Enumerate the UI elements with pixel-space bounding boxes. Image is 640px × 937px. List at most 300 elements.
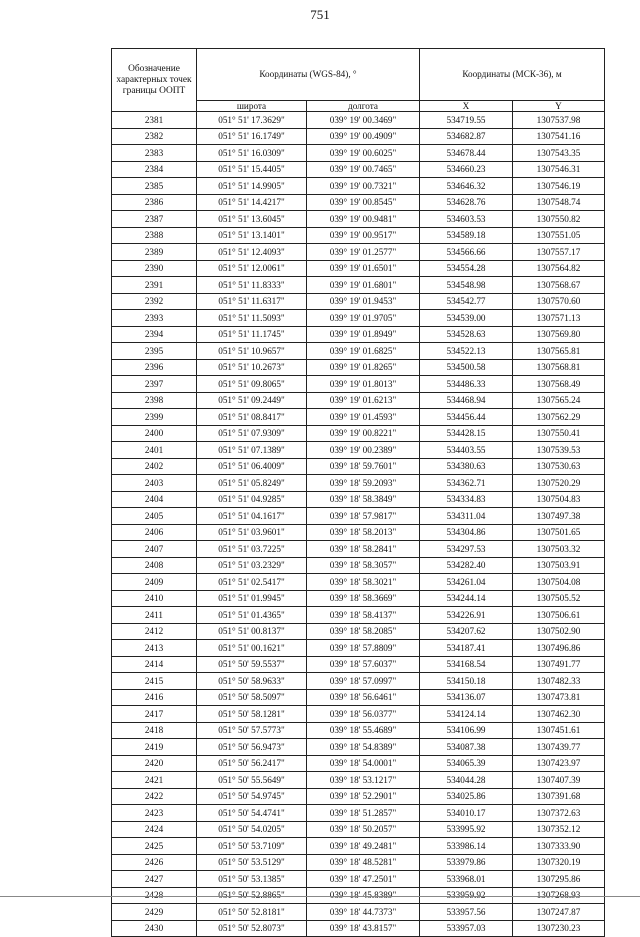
cell-y-coordinate: 1307520.29 bbox=[513, 475, 605, 492]
cell-point-id: 2390 bbox=[112, 260, 197, 277]
cell-point-id: 2423 bbox=[112, 805, 197, 822]
cell-point-id: 2420 bbox=[112, 755, 197, 772]
table-row bbox=[112, 442, 605, 459]
cell-latitude: 051° 51' 14.4217" bbox=[197, 194, 307, 211]
cell-latitude: 051° 50' 52.8073" bbox=[197, 920, 307, 937]
table-row bbox=[112, 640, 605, 657]
cell-latitude: 051° 50' 53.7109" bbox=[197, 838, 307, 855]
table-row bbox=[112, 739, 605, 756]
cell-longitude: 039° 18' 54.8389" bbox=[307, 739, 420, 756]
cell-y-coordinate: 1307230.23 bbox=[513, 920, 605, 937]
cell-x-coordinate: 534311.04 bbox=[420, 508, 513, 525]
table-row bbox=[112, 112, 605, 129]
subheader-longitude: долгота bbox=[307, 101, 420, 112]
cell-x-coordinate: 534087.38 bbox=[420, 739, 513, 756]
cell-latitude: 051° 51' 03.7225" bbox=[197, 541, 307, 558]
cell-y-coordinate: 1307504.83 bbox=[513, 491, 605, 508]
cell-point-id: 2392 bbox=[112, 293, 197, 310]
table-row bbox=[112, 260, 605, 277]
cell-latitude: 051° 50' 59.5537" bbox=[197, 656, 307, 673]
cell-point-id: 2414 bbox=[112, 656, 197, 673]
cell-y-coordinate: 1307502.90 bbox=[513, 623, 605, 640]
cell-point-id: 2391 bbox=[112, 277, 197, 294]
cell-latitude: 051° 51' 16.1749" bbox=[197, 128, 307, 145]
cell-x-coordinate: 534304.86 bbox=[420, 524, 513, 541]
cell-point-id: 2426 bbox=[112, 854, 197, 871]
cell-point-id: 2381 bbox=[112, 112, 197, 129]
cell-longitude: 039° 18' 53.1217" bbox=[307, 772, 420, 789]
cell-point-id: 2418 bbox=[112, 722, 197, 739]
cell-y-coordinate: 1307541.16 bbox=[513, 128, 605, 145]
cell-point-id: 2393 bbox=[112, 310, 197, 327]
cell-latitude: 051° 51' 10.2673" bbox=[197, 359, 307, 376]
cell-y-coordinate: 1307407.39 bbox=[513, 772, 605, 789]
header-wgs84: Координаты (WGS-84), ° bbox=[197, 49, 420, 101]
cell-x-coordinate: 534168.54 bbox=[420, 656, 513, 673]
cell-longitude: 039° 18' 56.6461" bbox=[307, 689, 420, 706]
cell-point-id: 2383 bbox=[112, 145, 197, 162]
cell-longitude: 039° 18' 57.6037" bbox=[307, 656, 420, 673]
cell-latitude: 051° 51' 15.4405" bbox=[197, 161, 307, 178]
cell-y-coordinate: 1307569.80 bbox=[513, 326, 605, 343]
cell-x-coordinate: 534106.99 bbox=[420, 722, 513, 739]
cell-longitude: 039° 18' 58.2085" bbox=[307, 623, 420, 640]
table-row bbox=[112, 805, 605, 822]
cell-point-id: 2410 bbox=[112, 590, 197, 607]
table-row bbox=[112, 161, 605, 178]
cell-latitude: 051° 51' 17.3629" bbox=[197, 112, 307, 129]
cell-x-coordinate: 533957.03 bbox=[420, 920, 513, 937]
cell-x-coordinate: 534428.15 bbox=[420, 425, 513, 442]
cell-latitude: 051° 51' 06.4009" bbox=[197, 458, 307, 475]
cell-latitude: 051° 51' 11.8333" bbox=[197, 277, 307, 294]
table-row bbox=[112, 475, 605, 492]
cell-latitude: 051° 51' 11.6317" bbox=[197, 293, 307, 310]
cell-y-coordinate: 1307439.77 bbox=[513, 739, 605, 756]
cell-longitude: 039° 18' 43.8157" bbox=[307, 920, 420, 937]
subheader-y: Y bbox=[513, 101, 605, 112]
cell-point-id: 2406 bbox=[112, 524, 197, 541]
cell-longitude: 039° 19' 01.2577" bbox=[307, 244, 420, 261]
cell-longitude: 039° 19' 01.6213" bbox=[307, 392, 420, 409]
table-row bbox=[112, 178, 605, 195]
table-row bbox=[112, 227, 605, 244]
cell-latitude: 051° 50' 54.4741" bbox=[197, 805, 307, 822]
cell-latitude: 051° 51' 03.9601" bbox=[197, 524, 307, 541]
cell-point-id: 2395 bbox=[112, 343, 197, 360]
cell-x-coordinate: 534500.58 bbox=[420, 359, 513, 376]
cell-x-coordinate: 534528.63 bbox=[420, 326, 513, 343]
table-row bbox=[112, 425, 605, 442]
table-row bbox=[112, 194, 605, 211]
cell-latitude: 051° 50' 58.9633" bbox=[197, 673, 307, 690]
table-row bbox=[112, 689, 605, 706]
cell-longitude: 039° 19' 01.9453" bbox=[307, 293, 420, 310]
cell-x-coordinate: 533986.14 bbox=[420, 838, 513, 855]
cell-longitude: 039° 19' 01.8265" bbox=[307, 359, 420, 376]
cell-point-id: 2386 bbox=[112, 194, 197, 211]
cell-latitude: 051° 51' 10.9657" bbox=[197, 343, 307, 360]
cell-y-coordinate: 1307482.33 bbox=[513, 673, 605, 690]
cell-latitude: 051° 51' 05.8249" bbox=[197, 475, 307, 492]
cell-x-coordinate: 534566.66 bbox=[420, 244, 513, 261]
cell-y-coordinate: 1307546.19 bbox=[513, 178, 605, 195]
cell-y-coordinate: 1307496.86 bbox=[513, 640, 605, 657]
cell-latitude: 051° 51' 02.5417" bbox=[197, 574, 307, 591]
table-row bbox=[112, 359, 605, 376]
cell-x-coordinate: 534065.39 bbox=[420, 755, 513, 772]
cell-point-id: 2415 bbox=[112, 673, 197, 690]
cell-x-coordinate: 534486.33 bbox=[420, 376, 513, 393]
cell-longitude: 039° 19' 00.6025" bbox=[307, 145, 420, 162]
cell-longitude: 039° 19' 00.7321" bbox=[307, 178, 420, 195]
cell-y-coordinate: 1307565.24 bbox=[513, 392, 605, 409]
cell-y-coordinate: 1307562.29 bbox=[513, 409, 605, 426]
table-row bbox=[112, 656, 605, 673]
cell-longitude: 039° 18' 55.4689" bbox=[307, 722, 420, 739]
cell-longitude: 039° 18' 58.3021" bbox=[307, 574, 420, 591]
table-row bbox=[112, 326, 605, 343]
table-row bbox=[112, 788, 605, 805]
cell-longitude: 039° 19' 00.4909" bbox=[307, 128, 420, 145]
cell-latitude: 051° 50' 54.9745" bbox=[197, 788, 307, 805]
cell-y-coordinate: 1307506.61 bbox=[513, 607, 605, 624]
cell-y-coordinate: 1307543.35 bbox=[513, 145, 605, 162]
cell-y-coordinate: 1307320.19 bbox=[513, 854, 605, 871]
cell-latitude: 051° 51' 04.1617" bbox=[197, 508, 307, 525]
cell-point-id: 2400 bbox=[112, 425, 197, 442]
cell-y-coordinate: 1307503.32 bbox=[513, 541, 605, 558]
cell-y-coordinate: 1307501.65 bbox=[513, 524, 605, 541]
cell-x-coordinate: 534646.32 bbox=[420, 178, 513, 195]
cell-x-coordinate: 534660.23 bbox=[420, 161, 513, 178]
cell-x-coordinate: 534682.87 bbox=[420, 128, 513, 145]
cell-x-coordinate: 534334.83 bbox=[420, 491, 513, 508]
cell-latitude: 051° 51' 00.8137" bbox=[197, 623, 307, 640]
table-row bbox=[112, 458, 605, 475]
cell-y-coordinate: 1307571.13 bbox=[513, 310, 605, 327]
cell-point-id: 2419 bbox=[112, 739, 197, 756]
cell-longitude: 039° 19' 01.9705" bbox=[307, 310, 420, 327]
cell-point-id: 2387 bbox=[112, 211, 197, 228]
cell-y-coordinate: 1307550.82 bbox=[513, 211, 605, 228]
table-row bbox=[112, 244, 605, 261]
cell-longitude: 039° 18' 58.2013" bbox=[307, 524, 420, 541]
cell-latitude: 051° 50' 52.8181" bbox=[197, 904, 307, 921]
cell-point-id: 2407 bbox=[112, 541, 197, 558]
cell-latitude: 051° 51' 07.9309" bbox=[197, 425, 307, 442]
cell-latitude: 051° 51' 12.4093" bbox=[197, 244, 307, 261]
cell-x-coordinate: 534603.53 bbox=[420, 211, 513, 228]
table-row bbox=[112, 590, 605, 607]
cell-latitude: 051° 51' 03.2329" bbox=[197, 557, 307, 574]
cell-point-id: 2417 bbox=[112, 706, 197, 723]
cell-longitude: 039° 19' 01.6501" bbox=[307, 260, 420, 277]
table-row bbox=[112, 722, 605, 739]
cell-point-id: 2389 bbox=[112, 244, 197, 261]
cell-point-id: 2394 bbox=[112, 326, 197, 343]
cell-latitude: 051° 50' 57.5773" bbox=[197, 722, 307, 739]
cell-longitude: 039° 18' 47.2501" bbox=[307, 871, 420, 888]
cell-y-coordinate: 1307546.31 bbox=[513, 161, 605, 178]
cell-y-coordinate: 1307568.81 bbox=[513, 359, 605, 376]
cell-longitude: 039° 19' 00.2389" bbox=[307, 442, 420, 459]
cell-x-coordinate: 534025.86 bbox=[420, 788, 513, 805]
cell-longitude: 039° 18' 56.0377" bbox=[307, 706, 420, 723]
cell-point-id: 2399 bbox=[112, 409, 197, 426]
cell-x-coordinate: 533968.01 bbox=[420, 871, 513, 888]
cell-longitude: 039° 18' 44.7373" bbox=[307, 904, 420, 921]
cell-x-coordinate: 534456.44 bbox=[420, 409, 513, 426]
cell-point-id: 2388 bbox=[112, 227, 197, 244]
cell-latitude: 051° 50' 58.1281" bbox=[197, 706, 307, 723]
cell-x-coordinate: 534150.18 bbox=[420, 673, 513, 690]
cell-y-coordinate: 1307391.68 bbox=[513, 788, 605, 805]
cell-longitude: 039° 19' 01.6825" bbox=[307, 343, 420, 360]
cell-y-coordinate: 1307565.81 bbox=[513, 343, 605, 360]
cell-latitude: 051° 50' 56.2417" bbox=[197, 755, 307, 772]
cell-longitude: 039° 19' 00.8221" bbox=[307, 425, 420, 442]
cell-y-coordinate: 1307550.41 bbox=[513, 425, 605, 442]
cell-y-coordinate: 1307564.82 bbox=[513, 260, 605, 277]
cell-latitude: 051° 50' 53.5129" bbox=[197, 854, 307, 871]
cell-y-coordinate: 1307247.87 bbox=[513, 904, 605, 921]
cell-y-coordinate: 1307451.61 bbox=[513, 722, 605, 739]
table-row bbox=[112, 706, 605, 723]
table-row bbox=[112, 211, 605, 228]
cell-y-coordinate: 1307530.63 bbox=[513, 458, 605, 475]
table-row bbox=[112, 145, 605, 162]
table-row bbox=[112, 821, 605, 838]
cell-longitude: 039° 18' 58.3057" bbox=[307, 557, 420, 574]
cell-x-coordinate: 534282.40 bbox=[420, 557, 513, 574]
cell-longitude: 039° 18' 51.2857" bbox=[307, 805, 420, 822]
cell-longitude: 039° 19' 01.8949" bbox=[307, 326, 420, 343]
cell-x-coordinate: 534226.91 bbox=[420, 607, 513, 624]
cell-x-coordinate: 534136.07 bbox=[420, 689, 513, 706]
cell-point-id: 2427 bbox=[112, 871, 197, 888]
cell-latitude: 051° 51' 09.8065" bbox=[197, 376, 307, 393]
cell-longitude: 039° 18' 57.8809" bbox=[307, 640, 420, 657]
cell-longitude: 039° 18' 52.2901" bbox=[307, 788, 420, 805]
table-row bbox=[112, 574, 605, 591]
cell-latitude: 051° 51' 09.2449" bbox=[197, 392, 307, 409]
cell-y-coordinate: 1307491.77 bbox=[513, 656, 605, 673]
cell-longitude: 039° 19' 00.9517" bbox=[307, 227, 420, 244]
cell-longitude: 039° 18' 58.3849" bbox=[307, 491, 420, 508]
cell-y-coordinate: 1307372.63 bbox=[513, 805, 605, 822]
table-row bbox=[112, 343, 605, 360]
cell-point-id: 2412 bbox=[112, 623, 197, 640]
cell-point-id: 2411 bbox=[112, 607, 197, 624]
cell-x-coordinate: 534554.28 bbox=[420, 260, 513, 277]
cell-y-coordinate: 1307537.98 bbox=[513, 112, 605, 129]
page-number: 751 bbox=[310, 7, 330, 22]
cell-x-coordinate: 534678.44 bbox=[420, 145, 513, 162]
table-row bbox=[112, 623, 605, 640]
cell-y-coordinate: 1307473.81 bbox=[513, 689, 605, 706]
cell-y-coordinate: 1307295.86 bbox=[513, 871, 605, 888]
cell-latitude: 051° 50' 58.5097" bbox=[197, 689, 307, 706]
cell-latitude: 051° 51' 16.0309" bbox=[197, 145, 307, 162]
cell-x-coordinate: 534468.94 bbox=[420, 392, 513, 409]
cell-longitude: 039° 19' 00.7465" bbox=[307, 161, 420, 178]
cell-x-coordinate: 534010.17 bbox=[420, 805, 513, 822]
cell-point-id: 2397 bbox=[112, 376, 197, 393]
cell-point-id: 2405 bbox=[112, 508, 197, 525]
cell-point-id: 2382 bbox=[112, 128, 197, 145]
cell-longitude: 039° 19' 01.8013" bbox=[307, 376, 420, 393]
table-row bbox=[112, 871, 605, 888]
cell-x-coordinate: 534628.76 bbox=[420, 194, 513, 211]
cell-longitude: 039° 18' 50.2057" bbox=[307, 821, 420, 838]
cell-longitude: 039° 18' 48.5281" bbox=[307, 854, 420, 871]
cell-point-id: 2384 bbox=[112, 161, 197, 178]
cell-point-id: 2421 bbox=[112, 772, 197, 789]
cell-x-coordinate: 534522.13 bbox=[420, 343, 513, 360]
cell-longitude: 039° 19' 01.6801" bbox=[307, 277, 420, 294]
cell-point-id: 2413 bbox=[112, 640, 197, 657]
cell-y-coordinate: 1307570.60 bbox=[513, 293, 605, 310]
cell-longitude: 039° 18' 58.4137" bbox=[307, 607, 420, 624]
cell-latitude: 051° 51' 04.9285" bbox=[197, 491, 307, 508]
cell-y-coordinate: 1307504.08 bbox=[513, 574, 605, 591]
cell-longitude: 039° 19' 00.3469" bbox=[307, 112, 420, 129]
table-row bbox=[112, 904, 605, 921]
cell-latitude: 051° 50' 56.9473" bbox=[197, 739, 307, 756]
cell-y-coordinate: 1307568.67 bbox=[513, 277, 605, 294]
cell-latitude: 051° 51' 00.1621" bbox=[197, 640, 307, 657]
cell-point-id: 2398 bbox=[112, 392, 197, 409]
cell-latitude: 051° 51' 14.9905" bbox=[197, 178, 307, 195]
cell-point-id: 2401 bbox=[112, 442, 197, 459]
cell-latitude: 051° 51' 13.1401" bbox=[197, 227, 307, 244]
cell-point-id: 2422 bbox=[112, 788, 197, 805]
cell-y-coordinate: 1307505.52 bbox=[513, 590, 605, 607]
table-body bbox=[112, 112, 605, 937]
cell-latitude: 051° 51' 11.1745" bbox=[197, 326, 307, 343]
cell-x-coordinate: 533995.92 bbox=[420, 821, 513, 838]
header-point-designation: Обозначение характерных точек границы ООПТ bbox=[112, 49, 197, 112]
table-row bbox=[112, 508, 605, 525]
cell-point-id: 2402 bbox=[112, 458, 197, 475]
cell-point-id: 2425 bbox=[112, 838, 197, 855]
cell-x-coordinate: 534044.28 bbox=[420, 772, 513, 789]
subheader-latitude: широта bbox=[197, 101, 307, 112]
cell-point-id: 2408 bbox=[112, 557, 197, 574]
cell-x-coordinate: 534244.14 bbox=[420, 590, 513, 607]
table-row bbox=[112, 838, 605, 855]
cell-x-coordinate: 533957.56 bbox=[420, 904, 513, 921]
table-row bbox=[112, 854, 605, 871]
cell-y-coordinate: 1307548.74 bbox=[513, 194, 605, 211]
page-bottom-rule bbox=[0, 896, 640, 897]
table-row bbox=[112, 409, 605, 426]
cell-x-coordinate: 534261.04 bbox=[420, 574, 513, 591]
table-row bbox=[112, 557, 605, 574]
cell-x-coordinate: 534548.98 bbox=[420, 277, 513, 294]
table-row bbox=[112, 772, 605, 789]
cell-latitude: 051° 51' 11.5093" bbox=[197, 310, 307, 327]
cell-latitude: 051° 51' 13.6045" bbox=[197, 211, 307, 228]
cell-x-coordinate: 534297.53 bbox=[420, 541, 513, 558]
cell-longitude: 039° 18' 58.3669" bbox=[307, 590, 420, 607]
cell-point-id: 2404 bbox=[112, 491, 197, 508]
cell-y-coordinate: 1307462.30 bbox=[513, 706, 605, 723]
cell-y-coordinate: 1307568.49 bbox=[513, 376, 605, 393]
table-row bbox=[112, 524, 605, 541]
cell-point-id: 2396 bbox=[112, 359, 197, 376]
cell-x-coordinate: 534362.71 bbox=[420, 475, 513, 492]
coordinates-table bbox=[111, 48, 605, 937]
table-row bbox=[112, 310, 605, 327]
header-msk36: Координаты (МСК-36), м bbox=[420, 49, 605, 101]
cell-point-id: 2424 bbox=[112, 821, 197, 838]
cell-x-coordinate: 534207.62 bbox=[420, 623, 513, 640]
cell-x-coordinate: 534719.55 bbox=[420, 112, 513, 129]
cell-x-coordinate: 534187.41 bbox=[420, 640, 513, 657]
cell-latitude: 051° 50' 53.1385" bbox=[197, 871, 307, 888]
cell-longitude: 039° 18' 54.0001" bbox=[307, 755, 420, 772]
cell-x-coordinate: 534403.55 bbox=[420, 442, 513, 459]
cell-point-id: 2430 bbox=[112, 920, 197, 937]
cell-x-coordinate: 533979.86 bbox=[420, 854, 513, 871]
cell-x-coordinate: 534539.00 bbox=[420, 310, 513, 327]
cell-x-coordinate: 534589.18 bbox=[420, 227, 513, 244]
cell-longitude: 039° 18' 57.0997" bbox=[307, 673, 420, 690]
table-row bbox=[112, 392, 605, 409]
cell-longitude: 039° 18' 57.9817" bbox=[307, 508, 420, 525]
cell-latitude: 051° 51' 07.1389" bbox=[197, 442, 307, 459]
cell-y-coordinate: 1307423.97 bbox=[513, 755, 605, 772]
cell-y-coordinate: 1307503.91 bbox=[513, 557, 605, 574]
cell-longitude: 039° 19' 00.9481" bbox=[307, 211, 420, 228]
cell-x-coordinate: 534542.77 bbox=[420, 293, 513, 310]
table-row bbox=[112, 277, 605, 294]
subheader-x: X bbox=[420, 101, 513, 112]
cell-latitude: 051° 50' 55.5649" bbox=[197, 772, 307, 789]
table-row bbox=[112, 293, 605, 310]
cell-point-id: 2416 bbox=[112, 689, 197, 706]
cell-y-coordinate: 1307539.53 bbox=[513, 442, 605, 459]
cell-longitude: 039° 19' 01.4593" bbox=[307, 409, 420, 426]
cell-longitude: 039° 18' 59.7601" bbox=[307, 458, 420, 475]
cell-point-id: 2409 bbox=[112, 574, 197, 591]
cell-longitude: 039° 18' 49.2481" bbox=[307, 838, 420, 855]
table-row bbox=[112, 920, 605, 937]
table-row bbox=[112, 128, 605, 145]
cell-latitude: 051° 51' 01.4365" bbox=[197, 607, 307, 624]
table-row bbox=[112, 491, 605, 508]
cell-latitude: 051° 51' 01.9945" bbox=[197, 590, 307, 607]
cell-longitude: 039° 18' 59.2093" bbox=[307, 475, 420, 492]
cell-y-coordinate: 1307333.90 bbox=[513, 838, 605, 855]
cell-y-coordinate: 1307352.12 bbox=[513, 821, 605, 838]
cell-x-coordinate: 534124.14 bbox=[420, 706, 513, 723]
table-row bbox=[112, 607, 605, 624]
cell-y-coordinate: 1307497.38 bbox=[513, 508, 605, 525]
cell-latitude: 051° 50' 54.0205" bbox=[197, 821, 307, 838]
table-row bbox=[112, 541, 605, 558]
cell-latitude: 051° 51' 12.0061" bbox=[197, 260, 307, 277]
cell-point-id: 2429 bbox=[112, 904, 197, 921]
cell-longitude: 039° 19' 00.8545" bbox=[307, 194, 420, 211]
cell-longitude: 039° 18' 58.2841" bbox=[307, 541, 420, 558]
table-row bbox=[112, 376, 605, 393]
table-row bbox=[112, 673, 605, 690]
cell-point-id: 2385 bbox=[112, 178, 197, 195]
table-row bbox=[112, 755, 605, 772]
